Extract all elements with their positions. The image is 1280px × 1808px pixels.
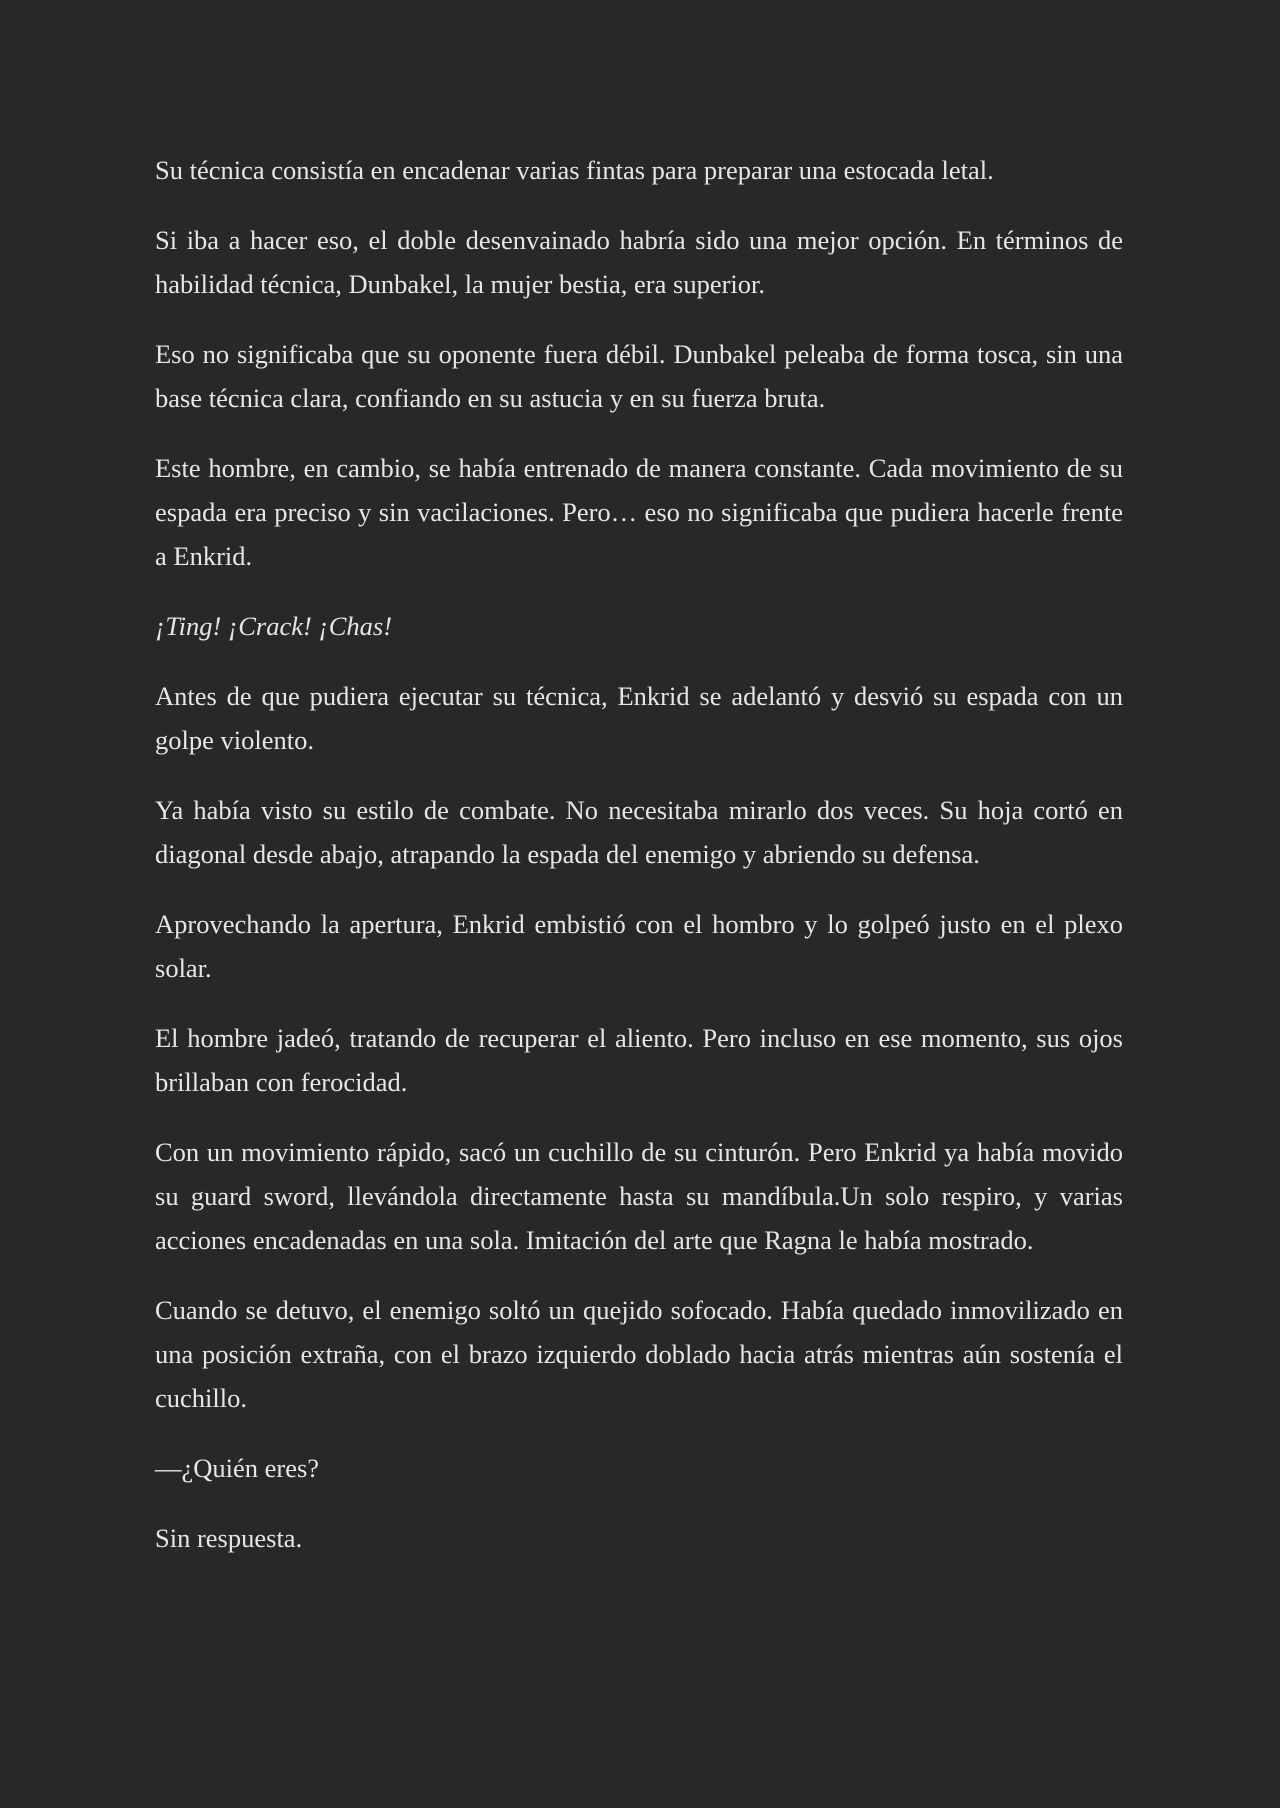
paragraph: Aprovechando la apertura, Enkrid embistió con el hombro y lo golpeó justo en el plexo solar.	[155, 909, 1123, 983]
paragraph: Ya había visto su estilo de combate. No necesitaba mirarlo dos veces. Su hoja cortó en diagonal desde abajo, atrapando la espada del enemigo y abriendo su defensa.	[155, 795, 1123, 869]
paragraph: Eso no significaba que su oponente fuera débil. Dunbakel peleaba de forma tosca, sin una base técnica clara, confiando en su astucia y en su fuerza bruta.	[155, 339, 1123, 413]
paragraph: El hombre jadeó, tratando de recuperar el aliento. Pero incluso en ese momento, sus ojos brillaban con ferocidad.	[155, 1023, 1123, 1097]
paragraph: Antes de que pudiera ejecutar su técnica, Enkrid se adelantó y desvió su espada con un golpe violento.	[155, 681, 1123, 755]
paragraph: Sin respuesta.	[155, 1523, 303, 1553]
paragraph: Su técnica consistía en encadenar varias fintas para preparar una estocada letal.	[155, 155, 994, 185]
chapter-text	[155, 148, 1123, 1586]
paragraph: Este hombre, en cambio, se había entrenado de manera constante. Cada movimiento de su espada era preciso y sin vacilaciones. Pero… eso no significaba que pudiera hacerle frente a Enkrid.	[155, 453, 1123, 571]
paragraph: Cuando se detuvo, el enemigo soltó un quejido sofocado. Había quedado inmovilizado en una posición extraña, con el brazo izquierdo doblado hacia atrás mientras aún sostenía el cuchillo.	[155, 1295, 1123, 1413]
sound-effect-paragraph: ¡Ting! ¡Crack! ¡Chas!	[155, 611, 393, 641]
paragraph: Si iba a hacer eso, el doble desenvainado habría sido una mejor opción. En términos de habilidad técnica, Dunbakel, la mujer bestia, era superior.	[155, 225, 1123, 299]
paragraph: Con un movimiento rápido, sacó un cuchillo de su cinturón. Pero Enkrid ya había movido su guard sword, llevándola directamente hasta su mandíbula.Un solo respiro, y varias acciones encadenadas en una sola. Imitación del arte que Ragna le había mostrado.	[155, 1137, 1123, 1255]
dialogue-paragraph: —¿Quién eres?	[155, 1453, 320, 1483]
